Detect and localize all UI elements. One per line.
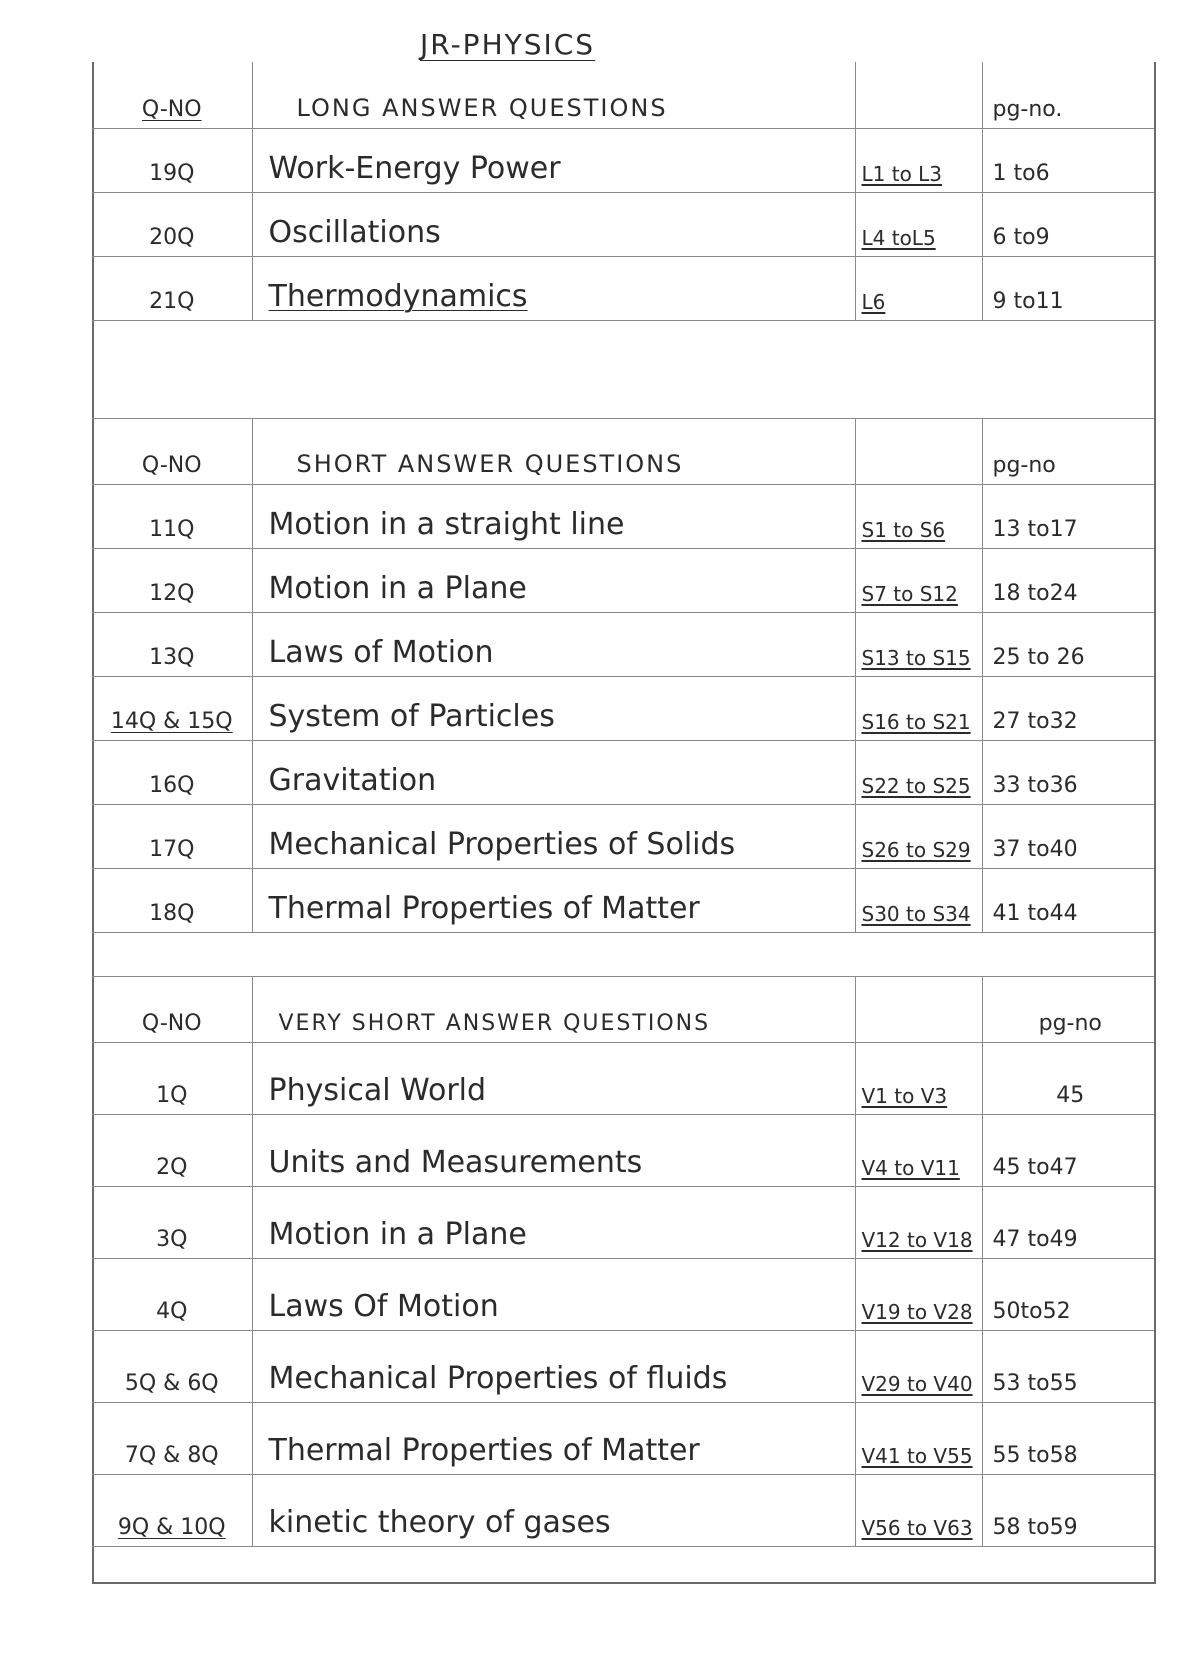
chapter-name: Gravitation xyxy=(252,741,855,805)
page-range: 45 to47 xyxy=(982,1115,1154,1187)
table-row xyxy=(92,1331,1154,1403)
page-range: 13 to17 xyxy=(982,485,1154,549)
question-range: S1 to S6 xyxy=(855,485,982,549)
table-row xyxy=(92,1403,1154,1475)
section-title: LONG ANSWER QUESTIONS xyxy=(252,62,855,128)
very-short-answer-table xyxy=(92,976,1154,1547)
page-range: 50to52 xyxy=(982,1259,1154,1331)
page-range: 18 to24 xyxy=(982,549,1154,613)
page-header: pg-no xyxy=(982,419,1154,485)
range-header xyxy=(855,419,982,485)
question-number: 2Q xyxy=(92,1115,252,1187)
question-number: 14Q & 15Q xyxy=(92,677,252,741)
section-title: VERY SHORT ANSWER QUESTIONS xyxy=(252,977,855,1043)
table-row xyxy=(92,1043,1154,1115)
qno-header: Q-NO xyxy=(92,977,252,1043)
question-range: L1 to L3 xyxy=(855,128,982,192)
page-range: 9 to11 xyxy=(982,256,1154,320)
section-title: SHORT ANSWER QUESTIONS xyxy=(252,419,855,485)
chapter-name: Motion in a Plane xyxy=(252,1187,855,1259)
table-row xyxy=(92,549,1154,613)
question-number: 1Q xyxy=(92,1043,252,1115)
short-answer-table xyxy=(92,418,1154,933)
chapter-name: Work-Energy Power xyxy=(252,128,855,192)
question-number: 7Q & 8Q xyxy=(92,1403,252,1475)
chapter-name: Thermal Properties of Matter xyxy=(252,1403,855,1475)
question-number: 9Q & 10Q xyxy=(92,1475,252,1547)
page-range: 55 to58 xyxy=(982,1403,1154,1475)
chapter-name: System of Particles xyxy=(252,677,855,741)
table-header-row xyxy=(92,62,1154,128)
long-answer-section xyxy=(92,62,1154,321)
page-range: 53 to55 xyxy=(982,1331,1154,1403)
table-row xyxy=(92,128,1154,192)
page-range: 47 to49 xyxy=(982,1187,1154,1259)
table-header-row xyxy=(92,419,1154,485)
question-range: L6 xyxy=(855,256,982,320)
chapter-name: Laws Of Motion xyxy=(252,1259,855,1331)
chapter-name: Mechanical Properties of fluids xyxy=(252,1331,855,1403)
chapter-name: Thermodynamics xyxy=(252,256,855,320)
chapter-name: kinetic theory of gases xyxy=(252,1475,855,1547)
chapter-name: Motion in a straight line xyxy=(252,485,855,549)
question-range: V19 to V28 xyxy=(855,1259,982,1331)
page-range: 1 to6 xyxy=(982,128,1154,192)
question-range: S7 to S12 xyxy=(855,549,982,613)
question-number: 5Q & 6Q xyxy=(92,1331,252,1403)
question-range: L4 toL5 xyxy=(855,192,982,256)
page-range: 27 to32 xyxy=(982,677,1154,741)
chapter-name: Thermal Properties of Matter xyxy=(252,869,855,933)
question-number: 13Q xyxy=(92,613,252,677)
question-number: 16Q xyxy=(92,741,252,805)
page-range: 37 to40 xyxy=(982,805,1154,869)
question-range: V12 to V18 xyxy=(855,1187,982,1259)
long-answer-table xyxy=(92,62,1154,321)
table-row xyxy=(92,1115,1154,1187)
question-range: S16 to S21 xyxy=(855,677,982,741)
page-range: 33 to36 xyxy=(982,741,1154,805)
table-row xyxy=(92,805,1154,869)
question-range: S22 to S25 xyxy=(855,741,982,805)
qno-header: Q-NO xyxy=(92,419,252,485)
chapter-name: Oscillations xyxy=(252,192,855,256)
question-number: 11Q xyxy=(92,485,252,549)
table-row xyxy=(92,677,1154,741)
bottom-rule xyxy=(92,1582,1156,1584)
table-row xyxy=(92,256,1154,320)
page-range: 58 to59 xyxy=(982,1475,1154,1547)
question-range: V29 to V40 xyxy=(855,1331,982,1403)
page-range: 45 xyxy=(982,1043,1154,1115)
table-row xyxy=(92,1187,1154,1259)
question-number: 17Q xyxy=(92,805,252,869)
table-header-row xyxy=(92,977,1154,1043)
question-range: S13 to S15 xyxy=(855,613,982,677)
question-range: V41 to V55 xyxy=(855,1403,982,1475)
question-number: 12Q xyxy=(92,549,252,613)
range-header xyxy=(855,62,982,128)
very-short-answer-section xyxy=(92,976,1154,1547)
chapter-name: Physical World xyxy=(252,1043,855,1115)
question-range: S26 to S29 xyxy=(855,805,982,869)
page-header: pg-no. xyxy=(982,62,1154,128)
chapter-name: Motion in a Plane xyxy=(252,549,855,613)
chapter-name: Laws of Motion xyxy=(252,613,855,677)
page-range: 6 to9 xyxy=(982,192,1154,256)
question-number: 3Q xyxy=(92,1187,252,1259)
question-range: V4 to V11 xyxy=(855,1115,982,1187)
question-number: 18Q xyxy=(92,869,252,933)
table-row xyxy=(92,1475,1154,1547)
table-row xyxy=(92,1259,1154,1331)
table-row xyxy=(92,485,1154,549)
question-number: 4Q xyxy=(92,1259,252,1331)
page-range: 25 to 26 xyxy=(982,613,1154,677)
table-row xyxy=(92,192,1154,256)
question-range: V56 to V63 xyxy=(855,1475,982,1547)
chapter-name: Mechanical Properties of Solids xyxy=(252,805,855,869)
question-number: 21Q xyxy=(92,256,252,320)
table-row xyxy=(92,741,1154,805)
range-header xyxy=(855,977,982,1043)
question-range: S30 to S34 xyxy=(855,869,982,933)
question-number: 20Q xyxy=(92,192,252,256)
page-title: JR-PHYSICS xyxy=(420,28,596,61)
page-header: pg-no xyxy=(982,977,1154,1043)
qno-header: Q-NO xyxy=(92,62,252,128)
short-answer-section xyxy=(92,418,1154,933)
question-number: 19Q xyxy=(92,128,252,192)
page-range: 41 to44 xyxy=(982,869,1154,933)
chapter-name: Units and Measurements xyxy=(252,1115,855,1187)
table-row xyxy=(92,869,1154,933)
table-row xyxy=(92,613,1154,677)
question-range: V1 to V3 xyxy=(855,1043,982,1115)
